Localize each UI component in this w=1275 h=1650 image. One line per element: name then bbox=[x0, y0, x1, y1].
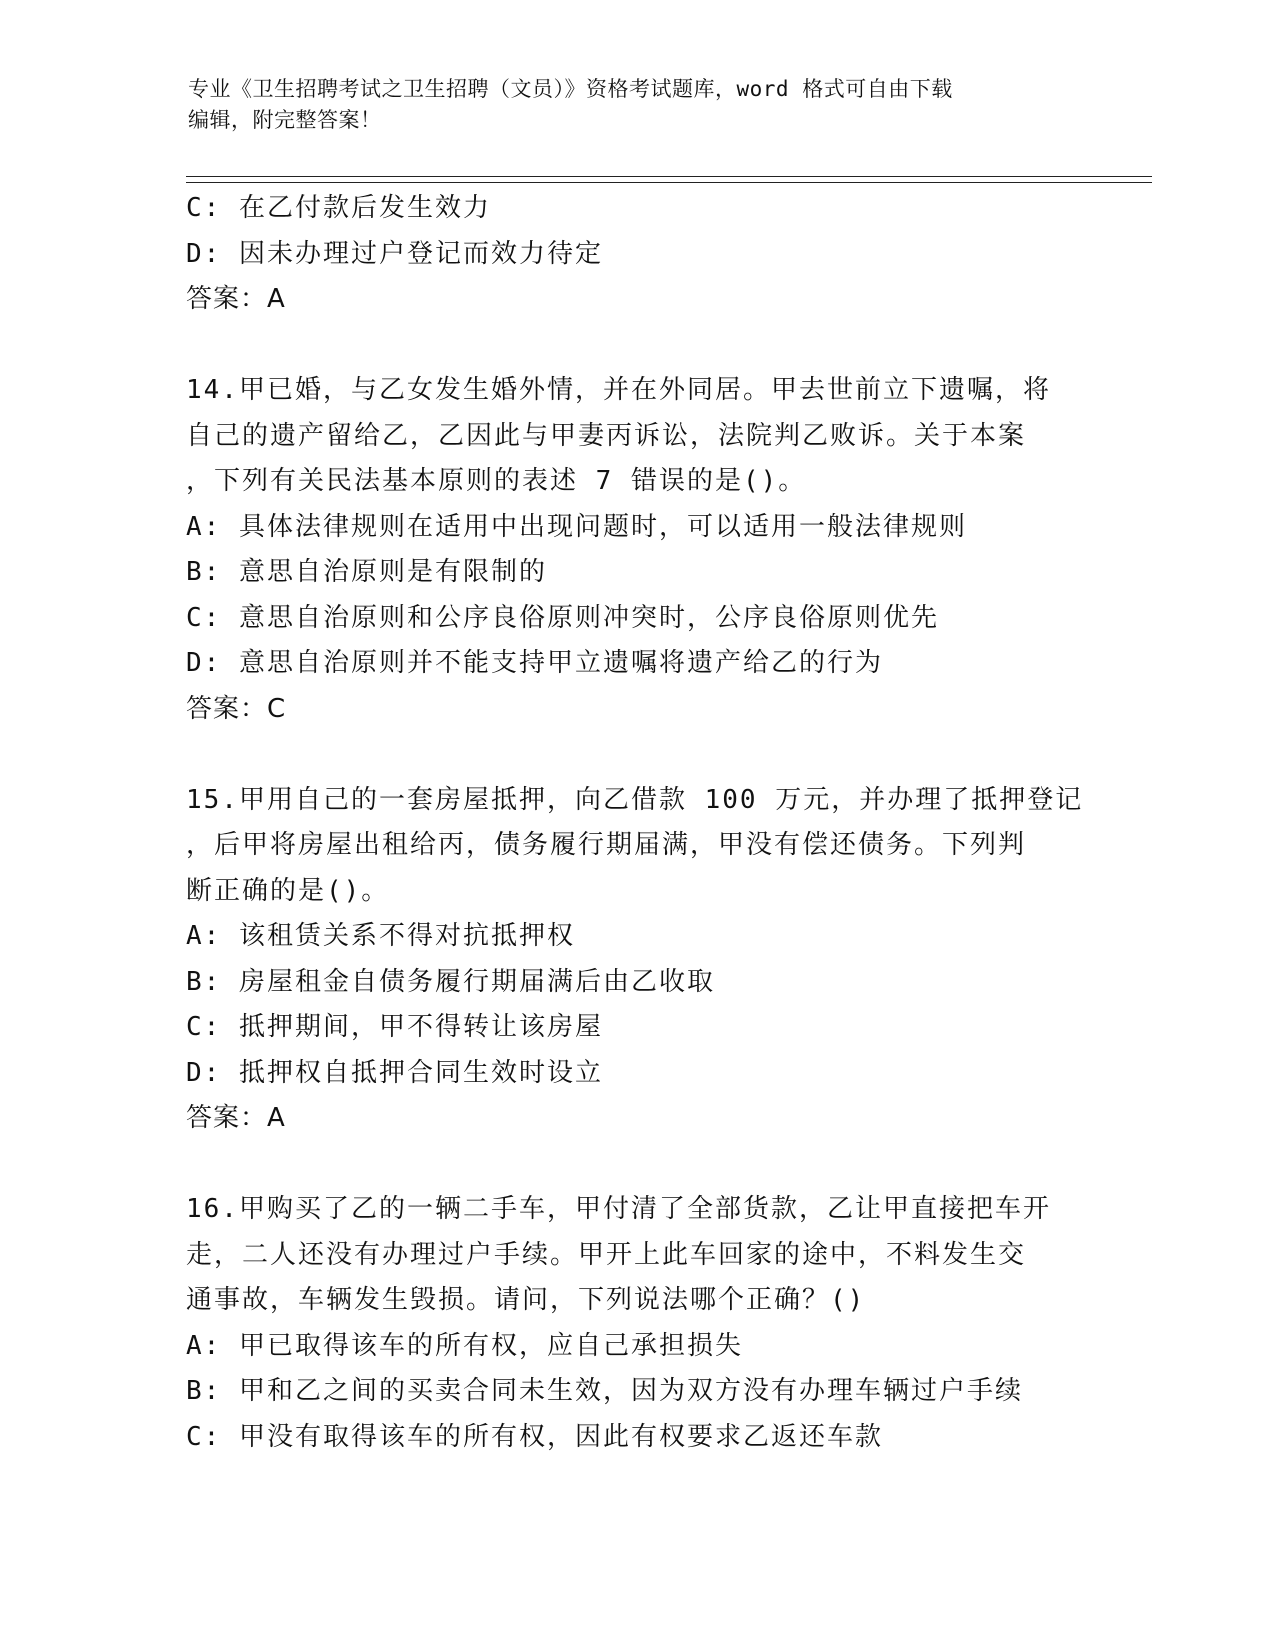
question-spacer bbox=[186, 1142, 1086, 1188]
question-stem-line: ，下列有关民法基本原则的表述 7 错误的是()。 bbox=[186, 466, 807, 496]
question-stem-line: 断正确的是()。 bbox=[186, 875, 390, 906]
question-list bbox=[186, 186, 1086, 1460]
option-c: C: 抵押期间，甲不得转让该房屋 bbox=[186, 1012, 603, 1042]
answer-text: 答案：A bbox=[186, 284, 286, 314]
header-line-2: 编辑，附完整答案！ bbox=[188, 108, 382, 132]
question-16 bbox=[186, 1187, 1086, 1460]
option-b: B: 房屋租金自债务履行期届满后由乙收取 bbox=[186, 966, 715, 997]
question-stem-line: 15.甲用自己的一套房屋抵押，向乙借款 100 万元，并办理了抵押登记 bbox=[186, 784, 1084, 815]
option-d: D: 因未办理过户登记而效力待定 bbox=[186, 238, 603, 269]
header-divider bbox=[186, 176, 1152, 183]
question-stem-line: ，后甲将房屋出租给丙，债务履行期届满，甲没有偿还债务。下列判 bbox=[186, 830, 1027, 860]
option-b: B: 甲和乙之间的买卖合同未生效，因为双方没有办理车辆过户手续 bbox=[186, 1376, 1023, 1406]
document-header bbox=[188, 74, 1088, 136]
question-stem-line: 自己的遗产留给乙，乙因此与甲妻丙诉讼，法院判乙败诉。关于本案 bbox=[186, 420, 1027, 451]
option-a: A: 该租赁关系不得对抗抵押权 bbox=[186, 921, 575, 951]
option-a: A: 具体法律规则在适用中出现问题时，可以适用一般法律规则 bbox=[186, 511, 967, 542]
option-a: A: 甲已取得该车的所有权，应自己承担损失 bbox=[186, 1330, 743, 1361]
question-13 bbox=[186, 186, 1086, 323]
option-b: B: 意思自治原则是有限制的 bbox=[186, 557, 547, 587]
question-spacer bbox=[186, 732, 1086, 778]
question-15 bbox=[186, 778, 1086, 1142]
option-c: C: 甲没有取得该车的所有权，因此有权要求乙返还车款 bbox=[186, 1421, 883, 1452]
question-stem-line: 通事故，车辆发生毁损。请问，下列说法哪个正确？() bbox=[186, 1285, 866, 1315]
option-c: C: 在乙付款后发生效力 bbox=[186, 193, 491, 223]
question-stem-line: 14.甲已婚，与乙女发生婚外情，并在外同居。甲去世前立下遗嘱，将 bbox=[186, 375, 1051, 405]
question-stem-line: 走，二人还没有办理过户手续。甲开上此车回家的途中，不料发生交 bbox=[186, 1239, 1027, 1270]
answer-text: 答案：A bbox=[186, 1103, 286, 1133]
answer-text: 答案：C bbox=[186, 693, 287, 724]
header-line-1: 专业《卫生招聘考试之卫生招聘（文员）》资格考试题库，word 格式可自由下载 bbox=[188, 77, 953, 101]
option-d: D: 抵押权自抵押合同生效时设立 bbox=[186, 1057, 603, 1088]
option-d: D: 意思自治原则并不能支持甲立遗嘱将遗产给乙的行为 bbox=[186, 648, 883, 678]
option-c: C: 意思自治原则和公序良俗原则冲突时，公序良俗原则优先 bbox=[186, 602, 939, 633]
question-spacer bbox=[186, 323, 1086, 369]
question-14 bbox=[186, 368, 1086, 732]
question-stem-line: 16.甲购买了乙的一辆二手车，甲付清了全部货款，乙让甲直接把车开 bbox=[186, 1194, 1051, 1224]
